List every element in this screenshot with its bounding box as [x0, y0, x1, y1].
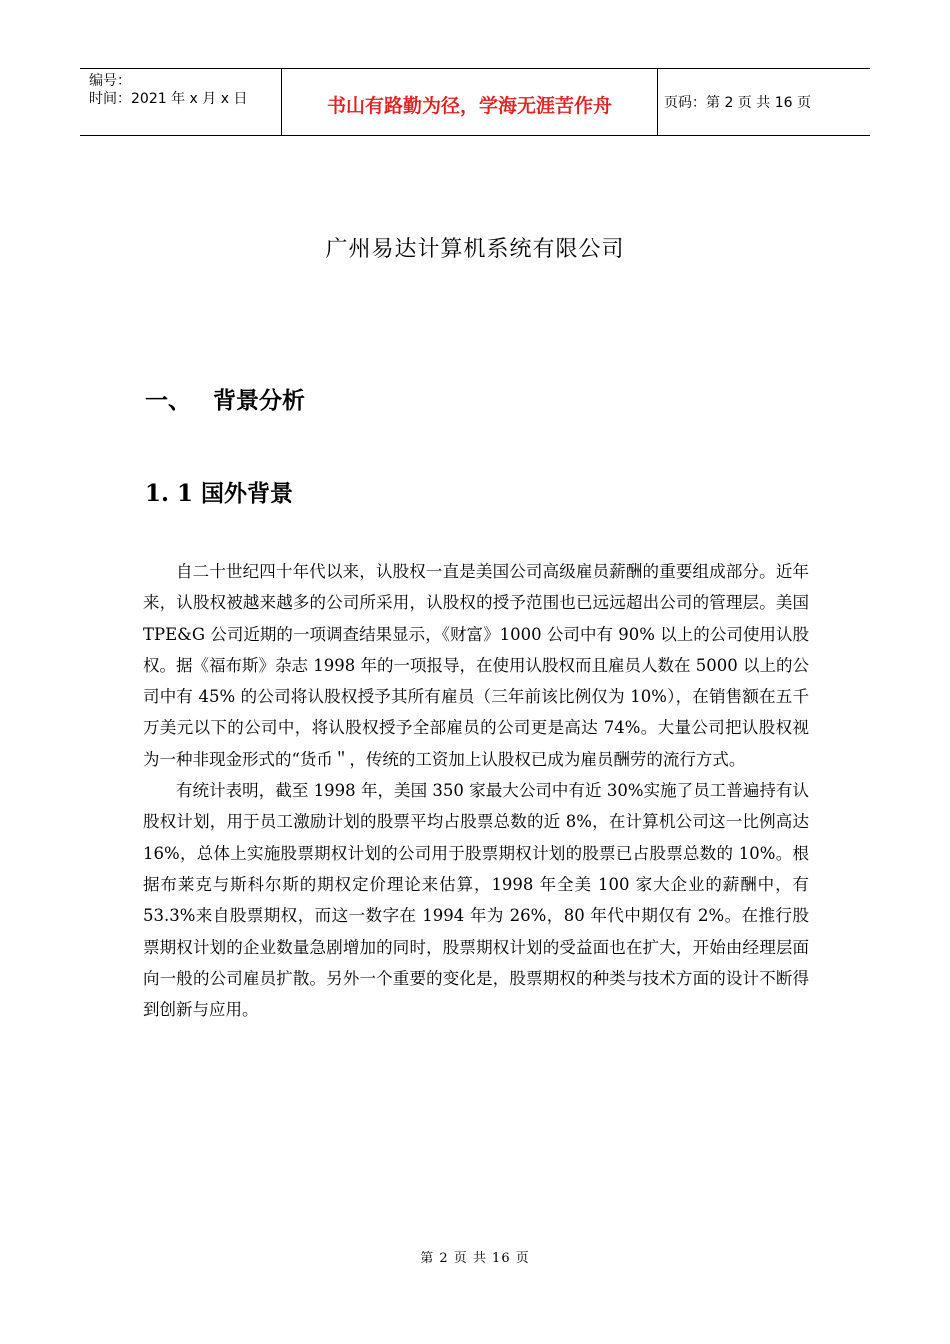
company-title: 广州易达计算机系统有限公司	[325, 237, 625, 262]
paragraph: 有统计表明，截至 1998 年，美国 350 家最大公司中有近 30%实施了员工普遍持有认股权计划，用于员工激励计划的股票平均占股票总数的近 8%，在计算机公司这一比例高达 16%，总体上实施股票期权计划的公司用于股票期权计划的股票已占股票总数的 10%。根据布莱克与斯科尔斯的期权定价理论来估算，1998 年全美 100 家大企业的薪酬中，有 53.3%来自股票期权，而这一数字在 1994 年为 26%，80 年代中期仅有 2%。在推行股票期权计划的企业数量急剧增加的同时，股票期权计划的受益面也在扩大，开始由经理层面向一般的公司雇员扩散。另外一个重要的变化是，股票期权的种类与技术方面的设计不断得到创新与应用。	[143, 781, 809, 1020]
paragraph: 自二十世纪四十年代以来，认股权一直是美国公司高级雇员薪酬的重要组成部分。近年来，认股权被越来越多的公司所采用，认股权的授予范围也已远远超出公司的管理层。美国 TPE&G 公司近期的一项调查结果显示，《财富》1000 公司中有 90% 以上的公司使用认股权。据《福布斯》杂志 1998 年的一项报导，在使用认股权而且雇员人数在 5000 以上的公司中有 45% 的公司将认股权授予其所有雇员（三年前该比例仅为 10%），在销售额在五千万美元以下的公司中，将认股权授予全部雇员的公司更是高达 74%。大量公司把认股权视为一种非现金形式的“货币＂，传统的工资加上认股权已成为雇员酬劳的流行方式。	[143, 562, 809, 769]
subsection-heading: 1. 1 国外背景	[145, 480, 294, 507]
header-page-info: 页码：第 2 页 共 16 页	[664, 95, 811, 111]
section-number: 一、	[145, 388, 191, 414]
header-slogan: 书山有路勤为径，学海无涯苦作舟	[282, 69, 658, 135]
section-heading	[145, 382, 305, 415]
body-text	[143, 556, 809, 1025]
page-header	[80, 68, 870, 136]
document-number-label: 编号：	[89, 73, 131, 89]
header-meta	[80, 69, 282, 135]
section-title: 背景分析	[213, 388, 305, 414]
page-footer: 第 2 页 共 16 页	[420, 1251, 530, 1266]
document-date: 时间：2021 年 x 月 x 日	[89, 91, 248, 107]
